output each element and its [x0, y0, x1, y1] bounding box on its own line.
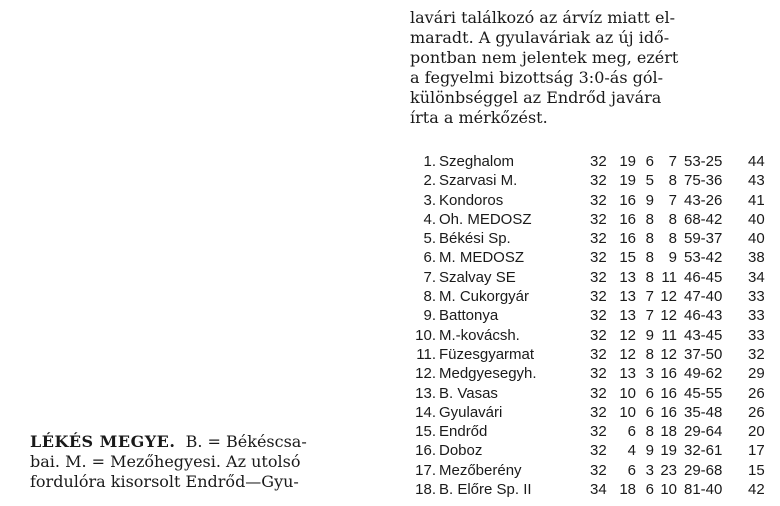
left-line-2: bai. M. = Mezőhegyesi. Az utolsó: [30, 452, 301, 471]
standings-row: [414, 268, 774, 287]
standings-row: [414, 345, 774, 364]
team-name: B. Előre Sp. II: [439, 481, 532, 499]
matches-won: 15: [619, 249, 636, 267]
team-name: Endrőd: [439, 423, 488, 441]
matches-played: 32: [590, 442, 607, 460]
team-name: Doboz: [439, 442, 483, 460]
team-points: 41: [748, 191, 765, 209]
article-paragraph: [410, 8, 772, 128]
matches-drawn: 3: [645, 461, 654, 479]
team-points: 33: [748, 288, 765, 306]
matches-drawn: 5: [645, 172, 654, 190]
matches-won: 13: [619, 268, 636, 286]
matches-lost: 8: [668, 172, 677, 190]
matches-drawn: 8: [645, 210, 654, 228]
team-points: 32: [748, 345, 765, 363]
team-name: Békési Sp.: [439, 230, 511, 248]
county-heading: LÉKÉS MEGYE.: [30, 432, 176, 451]
team-name: Oh. MEDOSZ: [439, 210, 532, 228]
left-article-text: [30, 432, 388, 492]
team-rank: 5.: [423, 230, 436, 248]
matches-drawn: 8: [645, 230, 654, 248]
matches-lost: 16: [660, 365, 677, 383]
matches-won: 19: [619, 172, 636, 190]
team-rank: 2.: [423, 172, 436, 190]
team-rank: 13.: [415, 384, 436, 402]
team-rank: 1.: [423, 153, 436, 170]
matches-lost: 8: [668, 210, 677, 228]
matches-won: 6: [627, 423, 636, 441]
goal-difference: 29-64: [684, 423, 723, 441]
goal-difference: 59-37: [684, 230, 723, 248]
team-points: 40: [748, 230, 765, 248]
matches-drawn: 8: [645, 345, 654, 363]
matches-played: 32: [590, 345, 607, 363]
team-points: 26: [748, 384, 765, 402]
team-name: M. Cukorgyár: [439, 288, 530, 306]
matches-drawn: 9: [645, 191, 654, 209]
team-rank: 10.: [415, 326, 436, 344]
goal-difference: 46-43: [684, 307, 723, 325]
matches-drawn: 6: [645, 153, 654, 170]
team-rank: 3.: [423, 191, 436, 209]
goal-difference: 43-26: [684, 191, 723, 209]
matches-won: 10: [619, 384, 636, 402]
matches-lost: 16: [660, 403, 677, 421]
matches-lost: 23: [660, 461, 677, 479]
goal-difference: 29-68: [684, 461, 723, 479]
matches-drawn: 8: [645, 423, 654, 441]
matches-lost: 12: [660, 345, 677, 363]
matches-lost: 9: [668, 249, 677, 267]
matches-won: 18: [619, 481, 636, 499]
team-points: 29: [748, 365, 765, 383]
goal-difference: 37-50: [684, 345, 723, 363]
matches-won: 13: [619, 365, 636, 383]
matches-won: 16: [619, 191, 636, 209]
standings-row: [414, 191, 774, 210]
team-name: M.-kovácsh.: [439, 326, 520, 344]
matches-drawn: 8: [645, 268, 654, 286]
team-rank: 15.: [415, 423, 436, 441]
team-rank: 4.: [423, 210, 436, 228]
abbreviation-note: B. = Békéscsa-: [185, 432, 307, 451]
team-name: Szarvasi M.: [439, 172, 518, 190]
team-points: 34: [748, 268, 765, 286]
team-rank: 11.: [416, 345, 436, 363]
paragraph-line: írta a mérkőzést.: [410, 108, 548, 127]
matches-drawn: 8: [645, 249, 654, 267]
standings-row: [414, 384, 774, 403]
matches-lost: 12: [660, 288, 677, 306]
matches-lost: 19: [660, 442, 677, 460]
team-rank: 6.: [423, 249, 436, 267]
team-points: 26: [748, 403, 765, 421]
goal-difference: 47-40: [684, 288, 723, 306]
left-line-3: fordulóra kisorsolt Endrőd—Gyu-: [30, 472, 299, 491]
paragraph-line: különbséggel az Endrőd javára: [410, 88, 662, 107]
team-rank: 17.: [415, 461, 436, 479]
standings-row: [414, 326, 774, 345]
league-standings-table: [414, 152, 774, 499]
paragraph-line: maradt. A gyulaváriak az új idő-: [410, 28, 670, 47]
matches-lost: 7: [668, 191, 677, 209]
standings-row: [414, 461, 774, 480]
team-name: Medgyesegyh.: [439, 365, 537, 383]
matches-played: 32: [590, 326, 607, 344]
team-points: 44: [748, 153, 765, 170]
matches-played: 32: [590, 384, 607, 402]
matches-drawn: 7: [645, 307, 654, 325]
matches-won: 16: [619, 230, 636, 248]
matches-lost: 11: [661, 268, 677, 286]
standings-row: [414, 364, 774, 383]
matches-drawn: 9: [645, 442, 654, 460]
goal-difference: 81-40: [684, 481, 723, 499]
team-points: 17: [748, 442, 765, 460]
paragraph-line: pontban nem jelentek meg, ezért: [410, 48, 679, 67]
team-points: 33: [748, 326, 765, 344]
matches-drawn: 6: [645, 403, 654, 421]
team-name: Gyulavári: [439, 403, 503, 421]
matches-drawn: 6: [645, 384, 654, 402]
standings-row: [414, 441, 774, 460]
matches-won: 16: [619, 210, 636, 228]
goal-difference: 45-55: [684, 384, 723, 402]
team-rank: 12.: [415, 365, 436, 383]
goal-difference: 43-45: [684, 326, 723, 344]
matches-won: 19: [619, 153, 636, 170]
standings-row: [414, 306, 774, 325]
matches-lost: 8: [668, 230, 677, 248]
matches-played: 32: [590, 153, 607, 170]
matches-played: 32: [590, 249, 607, 267]
standings-row: [414, 248, 774, 267]
standings-row: [414, 171, 774, 190]
matches-lost: 10: [660, 481, 677, 499]
matches-played: 32: [590, 268, 607, 286]
goal-difference: 49-62: [684, 365, 723, 383]
team-rank: 18.: [415, 481, 436, 499]
matches-played: 32: [590, 461, 607, 479]
team-points: 20: [748, 423, 765, 441]
matches-played: 32: [590, 365, 607, 383]
paragraph-line: lavári találkozó az árvíz miatt el-: [410, 8, 675, 27]
standings-row: [414, 229, 774, 248]
standings-row: [414, 403, 774, 422]
matches-played: 34: [590, 481, 607, 499]
goal-difference: 68-42: [684, 210, 723, 228]
matches-drawn: 3: [645, 365, 654, 383]
team-name: Füzesgyarmat: [439, 345, 535, 363]
team-points: 43: [748, 172, 765, 190]
standings-row: [414, 287, 774, 306]
team-name: B. Vasas: [439, 384, 498, 402]
matches-played: 32: [590, 172, 607, 190]
team-points: 42: [748, 481, 765, 499]
team-rank: 7.: [423, 268, 436, 286]
team-rank: 8.: [423, 288, 436, 306]
standings-row: [414, 210, 774, 229]
team-rank: 16.: [415, 442, 436, 460]
matches-played: 32: [590, 288, 607, 306]
matches-drawn: 7: [645, 288, 654, 306]
team-name: Szalvay SE: [439, 268, 516, 286]
goal-difference: 46-45: [684, 268, 723, 286]
matches-played: 32: [590, 403, 607, 421]
matches-won: 6: [627, 461, 636, 479]
team-points: 15: [748, 461, 765, 479]
matches-lost: 18: [660, 423, 677, 441]
matches-played: 32: [590, 307, 607, 325]
team-name: Mezőberény: [439, 461, 522, 479]
matches-played: 32: [590, 191, 607, 209]
team-points: 40: [748, 210, 765, 228]
matches-played: 32: [590, 230, 607, 248]
matches-won: 4: [627, 442, 636, 460]
standings-row: [414, 422, 774, 441]
matches-drawn: 9: [645, 326, 654, 344]
matches-played: 32: [590, 423, 607, 441]
goal-difference: 53-25: [684, 153, 723, 170]
matches-won: 12: [619, 326, 636, 344]
matches-lost: 7: [668, 153, 677, 170]
goal-difference: 53-42: [684, 249, 723, 267]
goal-difference: 32-61: [684, 442, 723, 460]
left-line-1: [30, 432, 388, 452]
standings-row: [414, 152, 774, 171]
team-rank: 14.: [415, 403, 436, 421]
team-name: Battonya: [439, 307, 499, 325]
matches-lost: 12: [660, 307, 677, 325]
matches-won: 13: [619, 307, 636, 325]
right-column: [410, 8, 772, 504]
matches-won: 13: [619, 288, 636, 306]
team-name: M. MEDOSZ: [439, 249, 524, 267]
matches-played: 32: [590, 210, 607, 228]
team-name: Szeghalom: [439, 153, 515, 170]
matches-drawn: 6: [645, 481, 654, 499]
team-rank: 9.: [423, 307, 436, 325]
goal-difference: 75-36: [684, 172, 723, 190]
team-name: Kondoros: [439, 191, 504, 209]
team-points: 33: [748, 307, 765, 325]
team-points: 38: [748, 249, 765, 267]
matches-lost: 11: [661, 326, 677, 344]
matches-lost: 16: [660, 384, 677, 402]
matches-won: 10: [619, 403, 636, 421]
goal-difference: 35-48: [684, 403, 723, 421]
matches-won: 12: [619, 345, 636, 363]
standings-row: [414, 480, 774, 499]
paragraph-line: a fegyelmi bizottság 3:0-ás gól-: [410, 68, 664, 87]
